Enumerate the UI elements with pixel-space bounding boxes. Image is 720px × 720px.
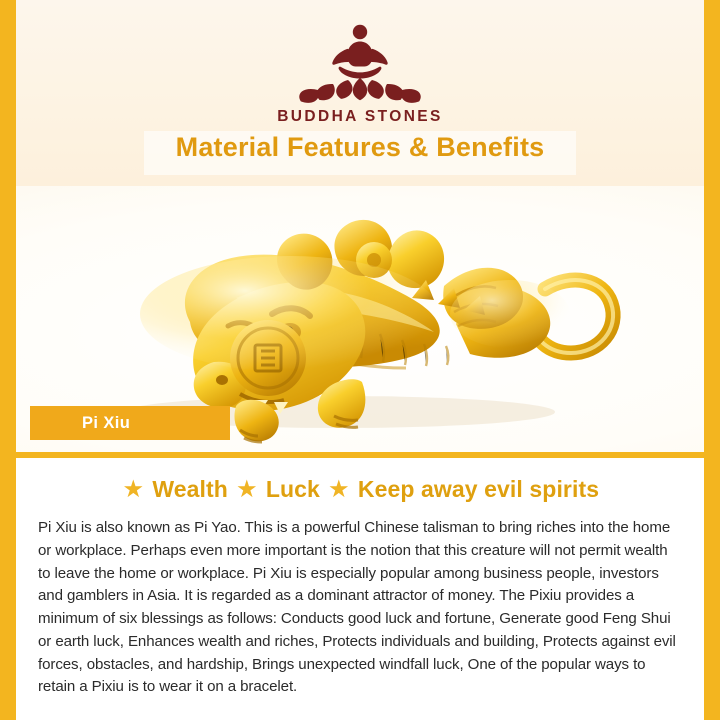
- star-icon: ★: [329, 478, 349, 501]
- description-section: [16, 458, 704, 720]
- page-title: Material Features & Benefits: [175, 132, 545, 162]
- product-image-section: [16, 186, 704, 452]
- right-gold-border: [704, 0, 720, 720]
- header-section: [16, 0, 704, 186]
- benefits-headline: [38, 476, 682, 503]
- brand-logo: [16, 18, 704, 126]
- star-icon: ★: [123, 478, 143, 501]
- star-icon: ★: [237, 478, 257, 501]
- product-caption-tag: [30, 406, 230, 440]
- left-gold-border: [0, 0, 16, 720]
- lotus-meditation-figure-icon: [285, 18, 435, 104]
- product-caption-label: Pi Xiu: [82, 413, 131, 432]
- benefit-item-wealth: Wealth: [152, 476, 228, 502]
- description-text: Pi Xiu is also known as Pi Yao. This is a powerful Chinese talisman to bring riches into the home or workplace. Perhaps even more important is the notion that this creature will not permit wealth to leave the home or workplace. Pi Xiu is especially popular among business people, investors and gamblers in Asia. It is regarded as a dominant attractor of money. The Pixiu provides a minimum of six blessings as follows: Conducts good luck and fortune, Generate good Feng Shui or earth luck, Enhances wealth and riches, Protects individuals and building, Protects against evil forces, obstacles, and hardship, Brings unexpected windfall luck, One of the popular ways to retain a Pixiu is to wear it on a bracelet.: [38, 519, 676, 696]
- brand-name: BUDDHA STONES: [277, 108, 443, 125]
- benefit-item-luck: Luck: [265, 476, 320, 502]
- benefit-item-evil-spirits: Keep away evil spirits: [357, 476, 600, 502]
- content-column: [16, 0, 704, 720]
